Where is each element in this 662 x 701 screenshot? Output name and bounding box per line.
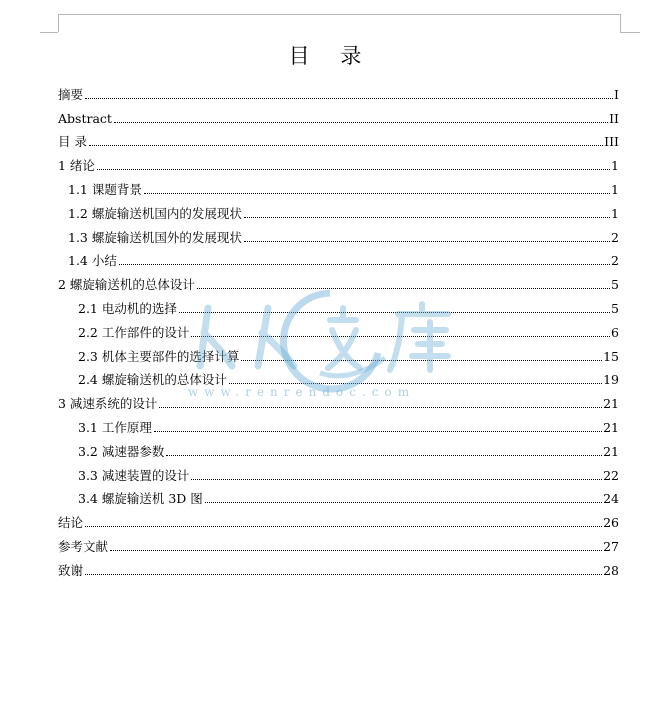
toc-entry-page-number: 24 [603,491,619,507]
toc-entry[interactable] [58,104,619,128]
toc-entry-page-number: 5 [611,300,619,316]
toc-entry[interactable] [58,294,619,318]
toc-entry-label: 2.4 螺旋输送机的总体设计 [78,372,227,388]
toc-entry-page-number: 26 [603,515,619,531]
toc-dot-leader [159,407,602,408]
toc-dot-leader [154,431,602,432]
toc-entry-page-number: 1 [611,181,619,197]
toc-entry-page-number: II [609,110,619,126]
toc-entry-page-number: 6 [611,324,619,340]
toc-dot-leader [244,217,610,218]
toc-dot-leader [229,383,602,384]
toc-entry-label: 2 螺旋输送机的总体设计 [58,277,195,293]
toc-entry-label: 2.2 工作部件的设计 [78,324,190,340]
toc-entry[interactable] [58,270,619,294]
watermark-url: www.renrendoc.com [188,385,416,399]
toc-entry-page-number: 2 [611,229,619,245]
crop-mark-top-right-vertical [620,14,621,32]
toc-entry-page-number: III [604,134,619,150]
toc-dot-leader [89,145,603,146]
toc-entry-page-number: 1 [611,158,619,174]
toc-entry-page-number: 1 [611,205,619,221]
toc-entry-page-number: 21 [603,419,619,435]
toc-entry-label: 参考文献 [58,538,109,554]
toc-entry-label: 3.2 减速器参数 [78,443,165,459]
crop-mark-top-left-vertical [58,14,59,32]
toc-dot-leader [85,526,602,527]
toc-entry[interactable] [58,389,619,413]
toc-entry-page-number: 28 [603,562,619,578]
toc-dot-leader [197,288,610,289]
toc-dot-leader [114,122,608,123]
crop-mark-top-right [620,32,640,33]
toc-entry[interactable] [58,532,619,556]
toc-entry-page-number: 22 [603,467,619,483]
toc-dot-leader [166,455,602,456]
toc-entry[interactable] [58,128,619,152]
toc-dot-leader [241,360,602,361]
toc-entry[interactable] [58,413,619,437]
toc-dot-leader [205,502,602,503]
toc-entry-label: 3.1 工作原理 [78,419,152,435]
toc-entry[interactable] [58,342,619,366]
toc-entry-label: 1.3 螺旋输送机国外的发展现状 [68,229,242,245]
toc-dot-leader [110,550,602,551]
toc-entry-label: 1.1 课题背景 [68,181,142,197]
toc-entry-page-number: 19 [603,372,619,388]
toc-dot-leader [85,98,613,99]
toc-entry-label: 3 减速系统的设计 [58,396,158,412]
toc-entry-label: 1 绪论 [58,158,95,174]
toc-entry-page-number: 21 [603,443,619,459]
table-of-contents [58,80,619,580]
toc-entry[interactable] [58,318,619,342]
toc-entry-label: 2.1 电动机的选择 [78,300,177,316]
toc-entry-label: Abstract [58,110,112,126]
toc-entry-label: 1.4 小结 [68,253,117,269]
toc-entry-label: 结论 [58,515,84,531]
toc-entry-page-number: I [614,86,619,102]
toc-entry[interactable] [58,175,619,199]
toc-entry-page-number: 27 [603,538,619,554]
toc-entry-page-number: 2 [611,253,619,269]
toc-entry-label: 摘要 [58,86,84,102]
toc-dot-leader [85,574,602,575]
toc-dot-leader [191,479,602,480]
toc-dot-leader [119,264,610,265]
toc-entry[interactable] [58,437,619,461]
toc-entry-label: 目 录 [58,134,87,150]
crop-mark-top-left [40,32,58,33]
toc-dot-leader [191,336,610,337]
toc-entry[interactable] [58,366,619,390]
toc-dot-leader [179,312,610,313]
toc-entry-label: 1.2 螺旋输送机国内的发展现状 [68,205,242,221]
page-top-border [58,14,620,15]
toc-entry[interactable] [58,485,619,509]
toc-dot-leader [144,193,610,194]
toc-entry-page-number: 15 [603,348,619,364]
toc-entry-label: 致谢 [58,562,84,578]
toc-entry[interactable] [58,508,619,532]
toc-entry-label: 3.3 减速装置的设计 [78,467,190,483]
toc-entry[interactable] [58,151,619,175]
toc-entry[interactable] [58,199,619,223]
toc-dot-leader [244,241,610,242]
toc-entry[interactable] [58,556,619,580]
toc-entry-label: 2.3 机体主要部件的选择计算 [78,348,240,364]
toc-entry[interactable] [58,247,619,271]
toc-entry[interactable] [58,223,619,247]
toc-entry-page-number: 5 [611,277,619,293]
toc-entry[interactable] [58,461,619,485]
toc-entry[interactable] [58,80,619,104]
toc-dot-leader [97,169,610,170]
toc-entry-label: 3.4 螺旋输送机 3D 图 [78,491,203,507]
toc-entry-page-number: 21 [603,396,619,412]
page-title: 目 录 [288,44,374,68]
